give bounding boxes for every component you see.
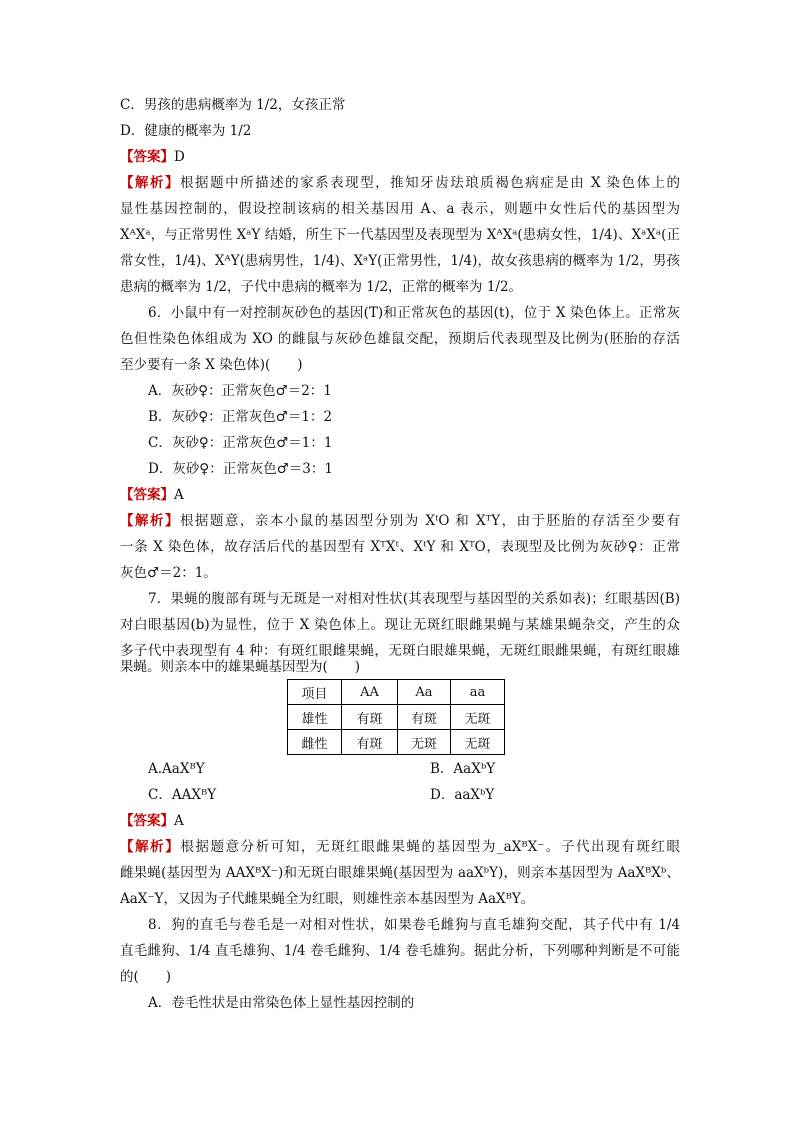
analysis-tag: 【解析】 xyxy=(120,839,181,855)
q6-option-c: C．灰砂♀：正常灰色♂＝1：1 xyxy=(148,435,333,451)
q7-option-b: B．AaXᵇY xyxy=(430,761,496,777)
q6-option-b: B．灰砂♀：正常灰色♂＝1：2 xyxy=(148,409,333,425)
table-row xyxy=(288,730,505,755)
q8-stem: 的( ) xyxy=(120,969,172,985)
table-row xyxy=(288,680,505,705)
q5-answer: 【答案】D xyxy=(120,149,185,165)
q5-analysis-line: 显性基因控制的，假设控制该病的相关基因用 A、a 表示，则题中女性后代的基因型为 xyxy=(120,201,680,217)
table-cell: Aa xyxy=(398,680,451,705)
analysis-tag: 【解析】 xyxy=(120,175,181,191)
q7-stem: 果蝇。则亲本中的雄果蝇基因型为( ) xyxy=(120,659,361,675)
table-cell: 有斑 xyxy=(342,730,398,755)
table-cell: 项目 xyxy=(288,680,342,705)
q7-analysis-line: 【解析】根据题意分析可知，无斑红眼雌果蝇的基因型为_aXᴮX⁻。子代出现有斑红眼 xyxy=(120,839,680,855)
q5-analysis-line: 患病的概率为 1/2，子代中患病的概率为 1/2，正常的概率为 1/2。 xyxy=(120,279,523,295)
table-cell: 有斑 xyxy=(342,705,398,730)
q6-answer: 【答案】A xyxy=(120,487,184,503)
answer-tag: 【答案】 xyxy=(120,149,174,165)
q5-analysis-line: XᴬXᵃ，与正常男性 XᵃY 结婚，所生下一代基因型及表现型为 XᴬXᵃ(患病女性，1/4)、XᵃXᵃ(正 xyxy=(120,227,680,243)
q7-answer: 【答案】A xyxy=(120,813,184,829)
answer-tag: 【答案】 xyxy=(120,813,174,829)
q8-option-a: A．卷毛性状是由常染色体上显性基因控制的 xyxy=(148,995,415,1011)
table-row xyxy=(288,705,505,730)
q7-option-c: C．AAXᴮY xyxy=(148,787,217,803)
table-cell: 雌性 xyxy=(288,730,342,755)
q7-option-a: A.AaXᴮY xyxy=(148,761,205,777)
table-cell: aa xyxy=(451,680,505,705)
q6-stem: 至少要有一条 X 染色体)( ) xyxy=(120,357,303,373)
q6-analysis-line: 灰色♂＝2：1。 xyxy=(120,565,217,581)
q7-stem: 多子代中表现型有 4 种：有斑红眼雌果蝇，无斑白眼雄果蝇，无斑红眼雌果蝇，有斑红眼雄 xyxy=(120,643,680,659)
q7-analysis-line: 雌果蝇(基因型为 AAXᴮX⁻)和无斑白眼雄果蝇(基因型为 aaXᵇY)，则亲本基因型为 AaXᴮXᵇ、 xyxy=(120,865,680,881)
q6-analysis-line: 【解析】根据题意，亲本小鼠的基因型分别为 XᵗO 和 XᵀY，由于胚胎的存活至少要有 xyxy=(120,513,680,529)
analysis-tag: 【解析】 xyxy=(120,513,180,529)
table-cell: AA xyxy=(342,680,398,705)
q6-option-d: D．灰砂♀：正常灰色♂＝3：1 xyxy=(148,461,333,477)
q6-analysis-line: 一条 X 染色体，故存活后代的基因型有 XᵀXᵗ、XᵗY 和 XᵀO，表现型及比例为灰砂♀：正常 xyxy=(120,539,680,555)
q7-stem: 对白眼基因(b)为显性，位于 X 染色体上。现让无斑红眼雌果蝇与某雄果蝇杂交，产生的众 xyxy=(120,617,680,633)
table-cell: 有斑 xyxy=(398,705,451,730)
table-cell: 无斑 xyxy=(451,730,505,755)
table-cell: 雄性 xyxy=(288,705,342,730)
q6-stem: 色但性染色体组成为 XO 的雌鼠与灰砂色雄鼠交配，预期后代表现型及比例为(胚胎的存活 xyxy=(120,331,680,347)
answer-tag: 【答案】 xyxy=(120,487,174,503)
q8-stem: 直毛雌狗、1/4 直毛雄狗、1/4 卷毛雌狗、1/4 卷毛雄狗。据此分析，下列哪种判断是不可能 xyxy=(120,943,680,959)
q5-analysis-line: 常女性，1/4)、XᴬY(患病男性，1/4)、XᵃY(正常男性，1/4)，故女孩患病的概率为 1/2，男孩 xyxy=(120,253,680,269)
table-cell: 无斑 xyxy=(398,730,451,755)
table-cell: 无斑 xyxy=(451,705,505,730)
q7-option-d: D．aaXᵇY xyxy=(430,787,495,803)
q7-analysis-line: AaX⁻Y，又因为子代雌果蝇全为红眼，则雄性亲本基因型为 AaXᴮY。 xyxy=(120,891,535,907)
q7-stem: 7．果蝇的腹部有斑与无斑是一对相对性状(其表现型与基因型的关系如表)；红眼基因(B) xyxy=(148,591,680,607)
q5-option-d: D．健康的概率为 1/2 xyxy=(120,123,252,139)
q5-analysis-line: 【解析】根据题中所描述的家系表现型，推知牙齿珐琅质褐色病症是由 X 染色体上的 xyxy=(120,175,680,191)
q6-stem: 6．小鼠中有一对控制灰砂色的基因(T)和正常灰色的基因(t)，位于 X 染色体上。正常灰 xyxy=(148,305,680,321)
q5-option-c: C．男孩的患病概率为 1/2，女孩正常 xyxy=(120,97,346,113)
q8-stem: 8．狗的直毛与卷毛是一对相对性状，如果卷毛雌狗与直毛雄狗交配，其子代中有 1/4 xyxy=(148,917,680,933)
genotype-table xyxy=(287,679,505,755)
q6-option-a: A．灰砂♀：正常灰色♂＝2：1 xyxy=(148,383,332,399)
